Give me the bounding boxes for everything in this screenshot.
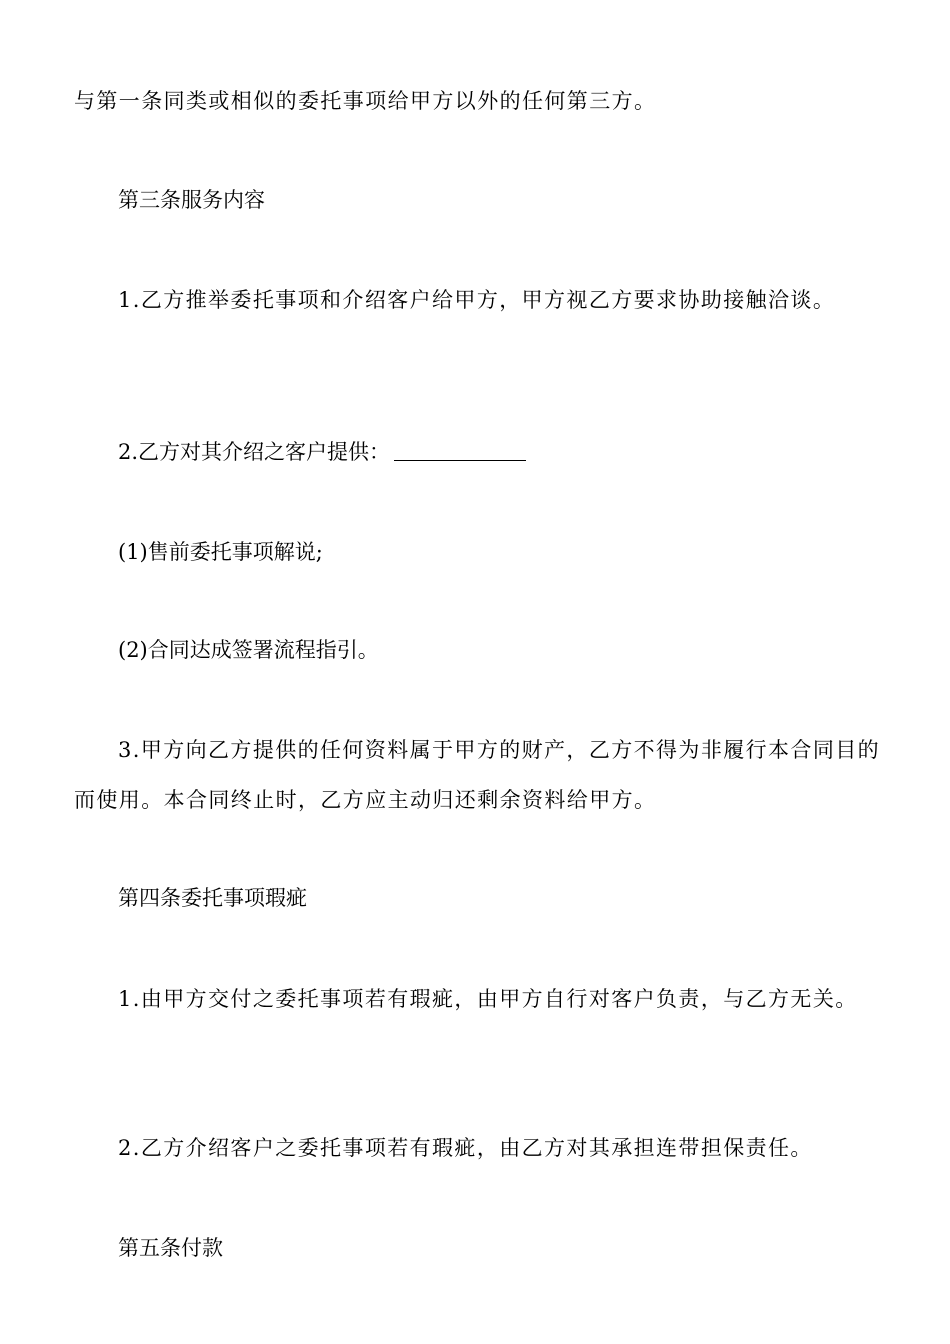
clause-4-1: 1.由甲方交付之委托事项若有瑕疵，由甲方自行对客户负责，与乙方无关。	[118, 987, 858, 1011]
clause-3-3-line-2: 而使用。本合同终止时，乙方应主动归还剩余资料给甲方。	[74, 788, 657, 812]
clause-3-1: 1.乙方推举委托事项和介绍客户给甲方，甲方视乙方要求协助接触洽谈。	[118, 288, 836, 312]
clause-3-3-line-1: 3.甲方向乙方提供的任何资料属于甲方的财产，乙方不得为非履行本合同目的	[118, 738, 881, 762]
clause-3-2-text: 2.乙方对其介绍之客户提供：	[118, 440, 391, 464]
clause-3-2-item-2: (2)合同达成签署流程指引。	[118, 638, 379, 662]
section-heading-article-3: 第三条服务内容	[118, 188, 265, 212]
section-heading-article-5: 第五条付款	[118, 1236, 223, 1260]
section-heading-article-4: 第四条委托事项瑕疵	[118, 886, 307, 910]
paragraph-continuation: 与第一条同类或相似的委托事项给甲方以外的任何第三方。	[74, 89, 657, 113]
clause-4-2: 2.乙方介绍客户之委托事项若有瑕疵，由乙方对其承担连带担保责任。	[118, 1136, 813, 1160]
fill-in-blank-line	[394, 459, 526, 461]
clause-3-2-item-1: (1)售前委托事项解说;	[118, 540, 323, 564]
clause-3-2	[118, 438, 526, 466]
